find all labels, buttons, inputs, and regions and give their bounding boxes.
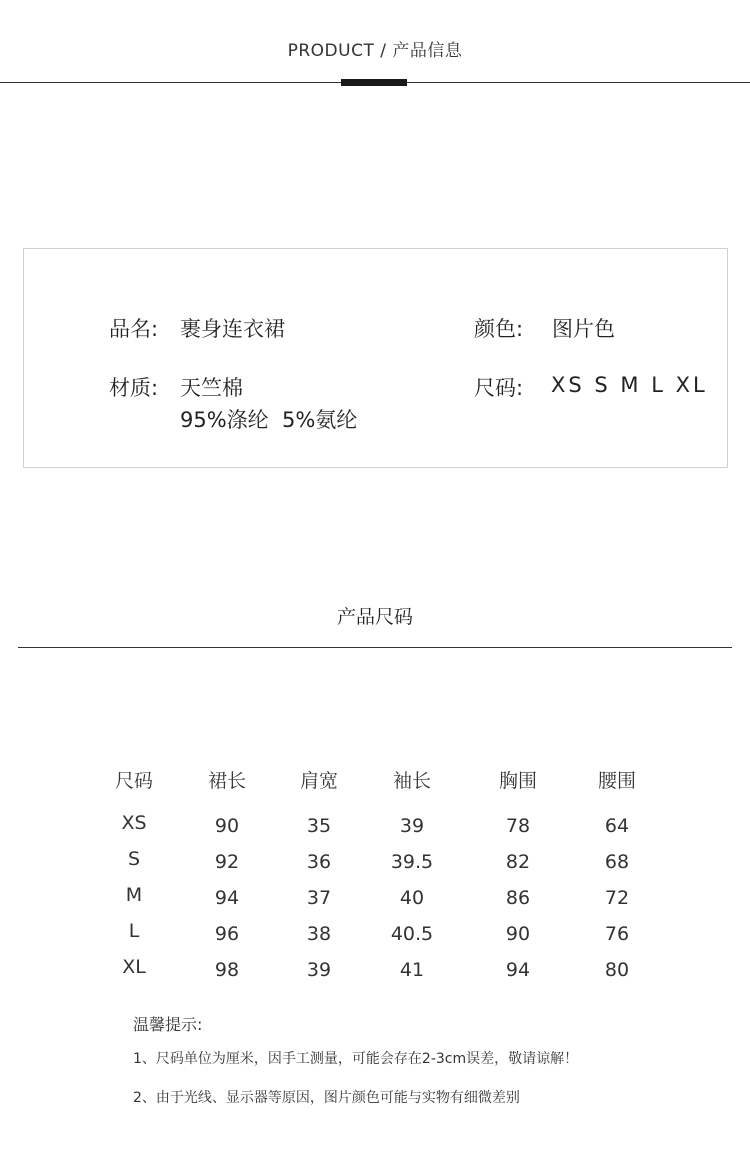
table-cell: 39 xyxy=(306,959,332,981)
product-name-value: 裹身连衣裙 xyxy=(180,317,285,341)
color-value: 图片色 xyxy=(552,317,615,341)
table-header-bust: 胸围 xyxy=(498,770,537,792)
table-cell: 38 xyxy=(306,923,332,945)
product-info-box xyxy=(23,248,728,468)
table-cell: 90 xyxy=(505,923,531,945)
table-cell: 64 xyxy=(604,815,630,837)
table-cell: S xyxy=(127,848,141,870)
header-accent-bar xyxy=(341,79,407,86)
table-cell: 35 xyxy=(306,815,332,837)
table-cell: L xyxy=(128,920,140,942)
notes-title: 温馨提示: xyxy=(133,1015,203,1034)
table-cell: 39 xyxy=(399,815,425,837)
table-cell: 92 xyxy=(214,851,240,873)
material-value-composition: 95%涤纶 5%氨纶 xyxy=(180,408,358,432)
table-header-length: 裙长 xyxy=(207,770,246,792)
table-header-size: 尺码 xyxy=(114,770,153,792)
material-label: 材质: xyxy=(109,376,159,400)
section-title-product-size: 产品尺码 xyxy=(336,606,413,628)
table-cell: 78 xyxy=(505,815,531,837)
table-header-sleeve: 袖长 xyxy=(392,770,431,792)
note-item: 1、尺码单位为厘米，因手工测量，可能会存在2-3cm误差，敬请谅解！ xyxy=(133,1051,579,1067)
table-cell: 40.5 xyxy=(390,923,434,945)
table-cell: 76 xyxy=(604,923,630,945)
table-cell: XL xyxy=(122,956,146,978)
table-cell: 90 xyxy=(214,815,240,837)
table-cell: 96 xyxy=(214,923,240,945)
table-cell: 82 xyxy=(505,851,531,873)
color-label: 颜色: xyxy=(474,317,524,341)
table-cell: XS xyxy=(121,812,147,834)
table-cell: 72 xyxy=(604,887,630,909)
table-cell: M xyxy=(125,884,143,906)
size-value: XS S M L XL xyxy=(551,373,708,397)
product-name-label: 品名: xyxy=(109,317,159,341)
table-cell: 39.5 xyxy=(390,851,434,873)
size-divider xyxy=(18,647,732,648)
table-cell: 80 xyxy=(604,959,630,981)
note-item: 2、由于光线、显示器等原因，图片颜色可能与实物有细微差别 xyxy=(133,1090,520,1106)
table-cell: 36 xyxy=(306,851,332,873)
table-cell: 68 xyxy=(604,851,630,873)
section-title-product-info: PRODUCT / 产品信息 xyxy=(287,41,463,61)
table-cell: 41 xyxy=(399,959,425,981)
table-cell: 37 xyxy=(306,887,332,909)
table-cell: 94 xyxy=(505,959,531,981)
size-label: 尺码: xyxy=(474,376,524,400)
table-cell: 94 xyxy=(214,887,240,909)
table-header-shoulder: 肩宽 xyxy=(299,770,338,792)
table-cell: 86 xyxy=(505,887,531,909)
table-header-waist: 腰围 xyxy=(597,770,636,792)
table-cell: 40 xyxy=(399,887,425,909)
material-value-fabric: 天竺棉 xyxy=(180,376,243,400)
table-cell: 98 xyxy=(214,959,240,981)
